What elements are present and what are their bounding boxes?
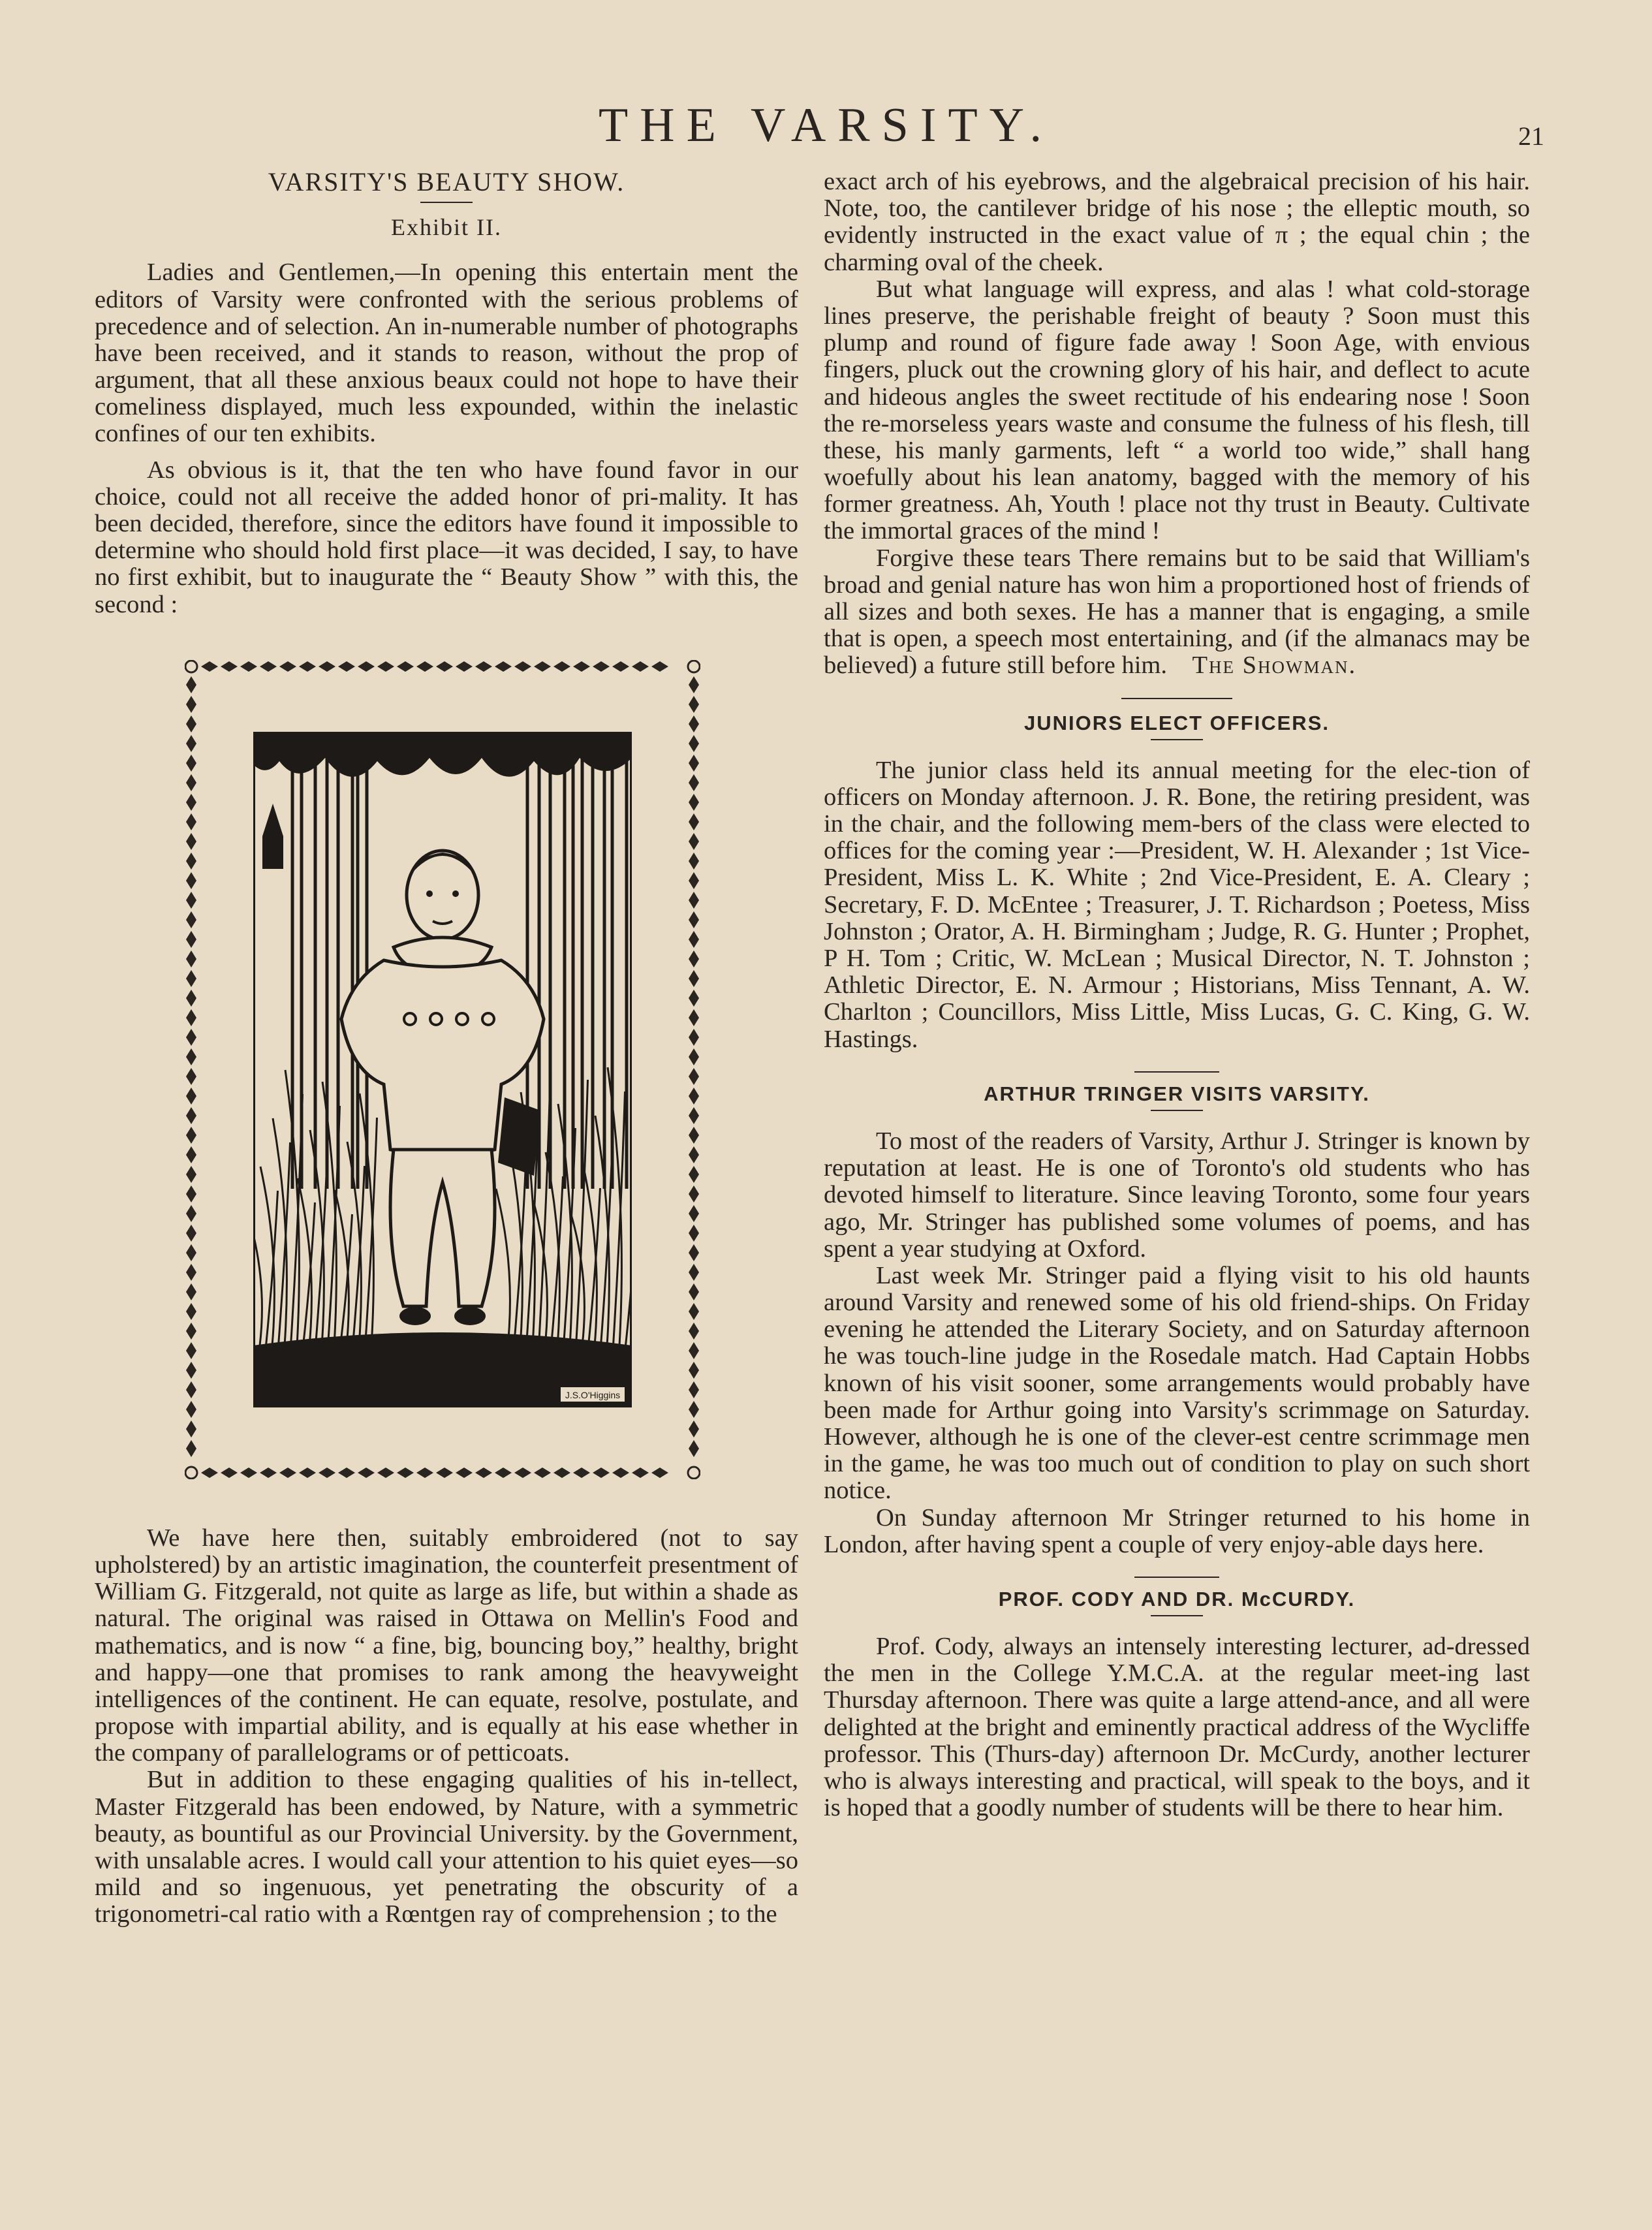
illustration-frame [185, 660, 700, 1479]
beauty-paragraph: exact arch of his eyebrows, and the algebraical precision of his hair. Note, too, the cantilever bridge of his nose ; the elleptic mouth, so evidently instructed in the exact value of π ; the equal chin ; the charming oval of the cheek. [824, 168, 1530, 276]
cody-title: PROF. CODY AND DR. McCURDY. [998, 1587, 1356, 1610]
stringer-title: ARTHUR TRINGER VISITS VARSITY. [984, 1082, 1370, 1105]
illustration-signature: J.S.O'Higgins [565, 1389, 621, 1400]
beauty-closing-text: Forgive these tears There remains but to be said that William's broad and genial nature has won him a proportioned host of friends of all sizes and both sexes. He has a manner that is engaging, a smile that is open, a speech most entertaining, and (if the almanacs may be believed) a future still before him. [824, 544, 1530, 680]
left-column [95, 168, 798, 1928]
beauty-paragraph: Ladies and Gentlemen,—In opening this entertain ment the editors of Varsity were confronted with the serious problems of precedence and of selection. An in-numerable number of photographs have been received, and it stands to reason, without the prop of argument, that all these anxious beaux could not hope to have their comeliness displayed, much less expounded, within the inelastic confines of our ten exhibits. [95, 259, 798, 448]
stringer-paragraph: On Sunday afternoon Mr Stringer returned to his home in London, after having spent a couple of very enjoy-able days here. [824, 1503, 1530, 1558]
title-rule [420, 202, 473, 203]
section-rule [1134, 1577, 1219, 1578]
title-rule [1151, 1110, 1203, 1111]
juniors-title: JUNIORS ELECT OFFICERS. [1024, 711, 1330, 734]
page-number: 21 [1518, 121, 1544, 151]
beauty-paragraph: We have here then, suitably embroidered (not to say upholstered) by an artistic imagination, the counterfeit presentment of William G. Fitzgerald, not quite as large as life, but within a shade as natural. The original was raised in Ottawa on Mellin's Food and mathematics, and is now “ a fine, big, bouncing boy,” healthy, bright and happy—one that promises to rank among the heavyweight intelligences of the continent. He can equate, resolve, postulate, and propose with impartial ability, and is equally at his ease whether in the company of parallelograms or of petticoats. [95, 1524, 798, 1767]
beauty-paragraph [824, 545, 1530, 680]
beauty-paragraph: But what language will express, and alas ! what cold-storage lines preserve, the perishable freight of beauty ? Soon must this plump and round of figure fade away ! Soon Age, with envious fingers, pluck out the crowning glory of his hair, and deflect to acute and hideous angles the sweet rectitude of his endearing nose ! Soon the re-morseless years waste and consume the fulness of his flesh, till these, his manly garments, left “ a world too wide,” shall hang woefully about his lean anatomy, bagged with the memory of his former greatness. Ah, Youth ! place not thy trust in Beauty. Cultivate the immortal graces of the mind ! [824, 275, 1530, 545]
portrait-woodcut-image [253, 732, 632, 1407]
showman-signature: The Showman. [1192, 652, 1357, 680]
title-rule [1151, 739, 1203, 740]
beauty-show-title: VARSITY'S BEAUTY SHOW. [268, 167, 625, 196]
stringer-paragraph: To most of the readers of Varsity, Arthur J. Stringer is known by reputation at least. He is one of Toronto's old students who has devoted himself to literature. Since leaving Toronto, some four years ago, Mr. Stringer has published some volumes of poems, and has spent a year studying at Oxford. [824, 1127, 1530, 1263]
section-rule [1121, 698, 1232, 699]
beauty-paragraph: But in addition to these engaging qualities of his in-tellect, Master Fitzgerald has been endowed, by Nature, with a symmetric beauty, as bountiful as our Provincial University. by the Government, with unsalable acres. I would call your attention to his quiet eyes—so mild and so ingenuous, yet penetrating the obscurity of a trigonometri-cal ratio with a Rœntgen ray of comprehension ; to the [95, 1766, 798, 1928]
right-column [824, 168, 1530, 1821]
title-rule [1151, 1615, 1203, 1616]
section-rule [1134, 1071, 1219, 1073]
stringer-paragraph: Last week Mr. Stringer paid a flying visit to his old haunts around Varsity and renewed some of his old friend-ships. On Friday evening he attended the Literary Society, and on Saturday afternoon he was touch-line judge in the Rosedale match. Had Captain Hobbs known of his visit sooner, some arrangements would probably have been made for Arthur going into Varsity's scrimmage on Saturday. However, although he is one of the clever-est centre scrimmage men in the game, he was too much out of condition to play on such short notice. [824, 1261, 1530, 1505]
exhibit-subtitle: Exhibit II. [391, 213, 502, 240]
masthead-title: THE VARSITY. [598, 99, 1054, 152]
juniors-paragraph: The junior class held its annual meeting for the elec-tion of officers on Monday afternoon. J. R. Bone, the retiring president, was in the chair, and the following mem-bers of the class were elected to offices for the coming year :—President, W. H. Alexander ; 1st Vice-President, Miss L. K. White ; 2nd Vice-President, E. A. Cleary ; Secretary, F. D. McEntee ; Treasurer, J. T. Richardson ; Poetess, Miss Johnston ; Orator, A. H. Birmingham ; Judge, R. G. Hunter ; Prophet, P H. Tom ; Critic, W. McLean ; Musical Director, N. T. Johnston ; Athletic Director, E. N. Armour ; Historians, Miss Tennant, A. W. Charlton ; Councillors, Miss Little, Miss Lucas, G. C. King, G. W. Hastings. [824, 756, 1530, 1053]
beauty-paragraph: As obvious is it, that the ten who have found favor in our choice, could not all receive the added honor of pri-mality. It has been decided, therefore, since the editors have found it impossible to determine who should hold first place—it was decided, I say, to have no first exhibit, but to inaugurate the “ Beauty Show ” with this, the second : [95, 456, 798, 618]
cody-paragraph: Prof. Cody, always an intensely interesting lecturer, ad-dressed the men in the College Y.M.C.A. at the regular meet-ing last Thursday afternoon. There was quite a large attend-ance, and all were delighted at the bright and eminently practical address of the Wycliffe professor. This (Thurs-day) afternoon Dr. McCurdy, another lecturer who is always interesting and practical, will speak to the boys, and it is hoped that a goodly number of students will be there to hear him. [824, 1633, 1530, 1822]
